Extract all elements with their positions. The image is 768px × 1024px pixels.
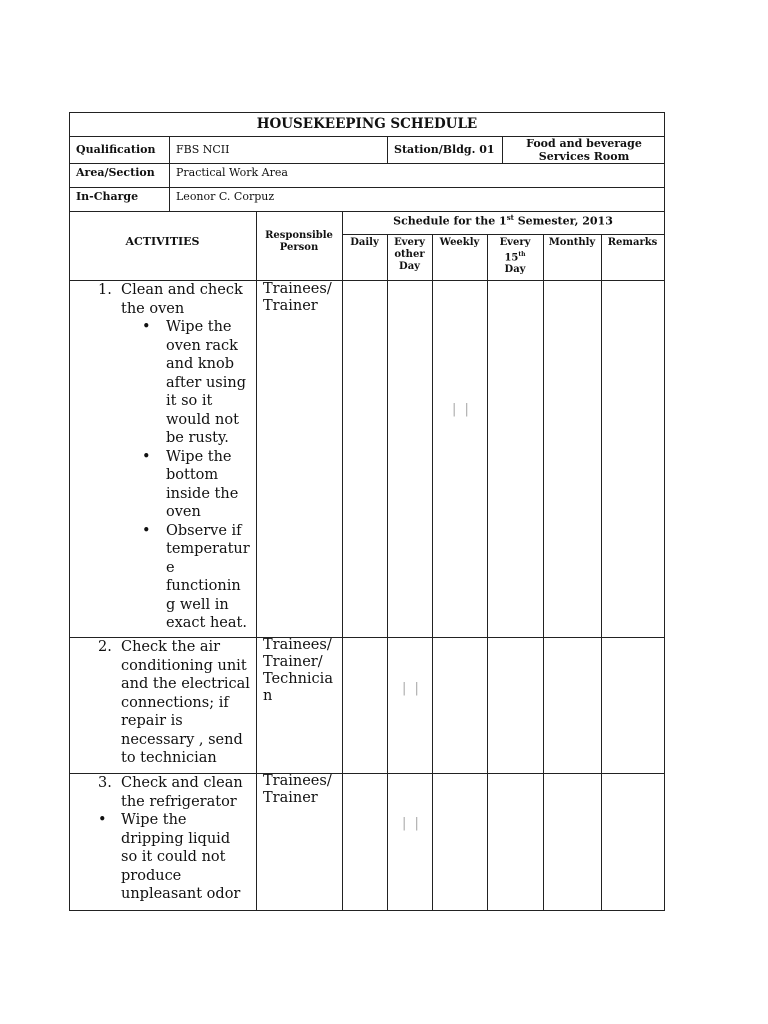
bullet-line: it so it (166, 393, 213, 409)
schedule-header-prefix: Schedule for the 1 (393, 214, 507, 228)
qualification-label: Qualification (76, 143, 156, 156)
bullet-line: oven rack (166, 337, 238, 354)
header-line-sup: th (518, 251, 526, 258)
bullet-line: be rusty. (166, 430, 229, 446)
table-line (69, 163, 665, 164)
bullet-line: g well in (166, 596, 229, 613)
activity-row-2 (98, 638, 254, 768)
bullet-line: Wipe the (121, 812, 187, 828)
bullet-line: Wipe the (166, 448, 232, 465)
table-line (543, 234, 544, 911)
activity-line: connections; if (121, 694, 229, 711)
table-line (601, 234, 602, 911)
every-15th-day-header (487, 237, 543, 276)
activity-line: necessary , send (121, 731, 243, 748)
area-value: Practical Work Area (176, 166, 288, 179)
header-line-number: 15 (504, 252, 519, 264)
bullet-item (142, 318, 254, 448)
item-number: 1. (98, 282, 112, 298)
bullet-item (142, 522, 254, 633)
page-title: HOUSEKEEPING SCHEDULE (256, 116, 478, 132)
activity-text (98, 281, 254, 318)
responsible-header-line: Person (279, 242, 319, 253)
monthly-header: Monthly (548, 237, 596, 248)
bullet-line: unpleasant odor (121, 886, 241, 902)
header-line (487, 249, 543, 264)
table-line (387, 136, 388, 163)
activity-row-1 (98, 281, 254, 633)
activity-line: conditioning unit (121, 657, 247, 674)
table-line (256, 211, 257, 911)
bullet-line: so it could not (121, 849, 226, 865)
activity-text (98, 638, 254, 768)
bullet-line: produce (121, 867, 182, 884)
responsible-line: Technicia (263, 671, 333, 687)
schedule-header-sup: st (506, 213, 514, 222)
activities-header: ACTIVITIES (125, 235, 200, 248)
bullet-line: temperatur (166, 541, 250, 557)
bullet-list (98, 811, 254, 904)
table-line (432, 234, 433, 911)
responsible-person (263, 281, 341, 315)
table-line (342, 234, 665, 235)
incharge-value: Leonor C. Corpuz (176, 190, 275, 203)
activity-line: repair is (121, 713, 183, 729)
schedule-mark: | | (402, 816, 421, 831)
item-number: 3. (98, 775, 112, 791)
room-value: Food and beverage Services Room (526, 137, 642, 163)
bullet-line: e (166, 559, 175, 576)
table-line (387, 234, 388, 911)
table-border-right (664, 112, 665, 911)
responsible-line: Trainees/ (263, 637, 332, 653)
bullet-line: dripping liquid (121, 830, 231, 847)
weekly-header: Weekly (439, 237, 480, 248)
table-line (342, 211, 343, 911)
bullet-line: bottom (166, 467, 219, 483)
incharge-label: In-Charge (76, 190, 139, 203)
table-border-bottom (69, 910, 665, 911)
schedule-mark: | | (452, 402, 471, 417)
header-line: other (394, 249, 425, 260)
activity-line: Check and clean (121, 775, 243, 791)
activity-line: Check the air (121, 639, 221, 655)
bullet-icon: • (142, 448, 151, 465)
bullet-line: Observe if (166, 522, 242, 539)
activity-row-3 (98, 774, 254, 904)
responsible-person (263, 637, 341, 705)
responsible-person (263, 773, 341, 807)
table-line (169, 136, 170, 211)
activity-line: the oven (121, 300, 185, 317)
responsible-line: Trainer (263, 298, 318, 314)
qualification-value: FBS NCII (176, 143, 230, 156)
header-line: Day (504, 264, 526, 276)
table-line (502, 136, 503, 163)
bullet-icon: • (142, 319, 151, 335)
responsible-line: Trainees/ (263, 281, 332, 297)
remarks-header: Remarks (607, 237, 658, 248)
schedule-mark: | | (402, 681, 421, 696)
bullet-list (98, 318, 254, 633)
bullet-icon: • (142, 522, 151, 539)
schedule-header-suffix: Semester, 2013 (513, 214, 613, 228)
header-line: Every (499, 237, 531, 248)
every-other-day-header (387, 237, 432, 273)
bullet-line: exact heat. (166, 615, 247, 631)
header-line: Day (399, 261, 420, 272)
bullet-line: Wipe the (166, 319, 232, 335)
item-number: 2. (98, 639, 112, 655)
schedule-header (342, 213, 664, 228)
responsible-header-line: Responsible (265, 230, 333, 241)
daily-header: Daily (350, 237, 379, 248)
activity-line: and the electrical (121, 676, 250, 692)
responsible-line: n (263, 688, 273, 704)
table-line (487, 234, 488, 911)
activity-line: Clean and check (121, 282, 243, 298)
responsible-line: Trainees/ (263, 773, 332, 789)
bullet-icon: • (98, 812, 107, 828)
activity-line: the refrigerator (121, 793, 237, 810)
table-border-top (69, 112, 665, 113)
bullet-line: inside the (166, 485, 239, 502)
bullet-line: functionin (166, 578, 241, 594)
bullet-item (98, 811, 254, 904)
responsible-line: Trainer/ (263, 654, 323, 670)
table-line (69, 187, 665, 188)
table-line (69, 211, 665, 212)
bullet-line: would not (166, 411, 239, 428)
table-border-left (69, 112, 70, 911)
header-line: Every (394, 237, 425, 248)
responsible-header (256, 230, 342, 254)
bullet-line: after using (166, 374, 246, 391)
responsible-line: Trainer (263, 790, 318, 806)
station-label: Station/Bldg. 01 (394, 143, 495, 156)
bullet-line: and knob (166, 356, 235, 372)
activity-text (98, 774, 254, 811)
bullet-line: oven (166, 504, 201, 520)
area-label: Area/Section (76, 166, 155, 179)
bullet-item (142, 448, 254, 522)
activity-line: to technician (121, 750, 217, 766)
